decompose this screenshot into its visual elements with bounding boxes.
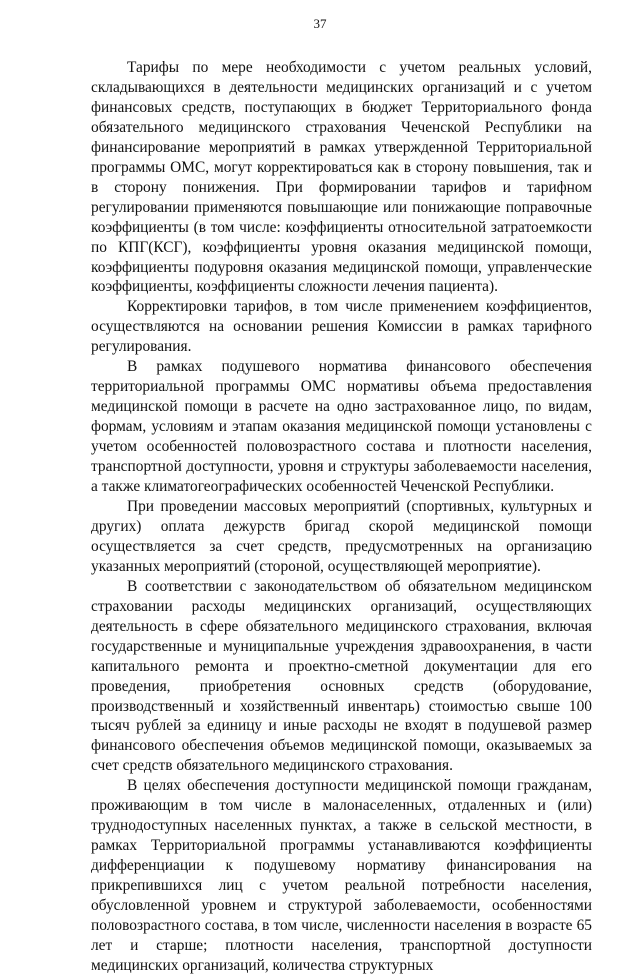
page-number: 37 bbox=[313, 16, 327, 31]
paragraph-capital-expenses: В соответствии с законодательством об обязательном медицинском страховании расходы медицинских организаций, осуществляющих деятельность в сфере обязательного медицинского страхования, включая государственные и муниципальные учреждения здравоохранения, в части капитального ремонта и проектно-сметной документации для его проведения, приобретения основных средств (оборудование, производственный и хозяйственный инвентарь) стоимостью свыше 100 тысяч рублей за единицу и иные расходы не входят в подушевой размер финансового обеспечения объемов медицинской помощи, оказываемых за счет средств обязательного медицинского страхования. bbox=[91, 577, 592, 775]
paragraph-accessibility: В целях обеспечения доступности медицинской помощи гражданам, проживающим в том числе в малонаселенных, отдаленных и (или) труднодоступных населенных пунктах, а также в сельской местности, в рамках Территориальной программы устанавливаются коэффициенты дифференциации к подушевому нормативу финансирования на прикрепившихся лиц с учетом реальной потребности населения, обусловленной уровнем и структурой заболеваемости, особенностями половозрастного состава, в том числе, численности населения в возрасте 65 лет и старше; плотности населения, транспортной доступности медицинских организаций, количества структурных bbox=[91, 777, 592, 974]
paragraph-per-capita-norms: В рамках подушевого норматива финансового обеспечения территориальной программы ОМС нормативы объема предоставления медицинской помощи в расчете на одно застрахованное лицо, по видам, формам, условиям и этапам оказания медицинской помощи установлены с учетом особенностей половозрастного состава и плотности населения, транспортной доступности, уровня и структуры заболеваемости населения, а также климатогеографических особенностей Чеченской Республики. bbox=[91, 358, 592, 496]
paragraph-tariffs: Тарифы по мере необходимости с учетом реальных условий, складывающихся в деятельности медицинских организаций и с учетом финансовых средств, поступающих в бюджет Территориального фонда обязательного медицинского страхования Чеченской Республики на финансирование мероприятий в рамках утвержденной Территориальной программы ОМС, могут корректироваться как в сторону повышения, так и в сторону понижения. При формировании тарифов и тарифном регулировании применяются повышающие или понижающие поправочные коэффициенты (в том числе: коэффициенты относительной затратоемкости по КПГ(КСГ), коэффициенты уровня оказания медицинской помощи, коэффициенты подуровня оказания медицинской помощи, управленческие коэффициенты, коэффициенты сложности лечения пациента). bbox=[91, 59, 592, 296]
paragraph-mass-events: При проведении массовых мероприятий (спортивных, культурных и других) оплата дежурств бригад скорой медицинской помощи осуществляется за счет средств, предусмотренных на организацию указанных мероприятий (стороной, осуществляющей мероприятие). bbox=[91, 497, 592, 575]
paragraph-tariff-adjustments: Корректировки тарифов, в том числе применением коэффициентов, осуществляются на основании решения Комиссии в рамках тарифного регулирования. bbox=[91, 298, 592, 356]
document-body bbox=[91, 58, 592, 976]
